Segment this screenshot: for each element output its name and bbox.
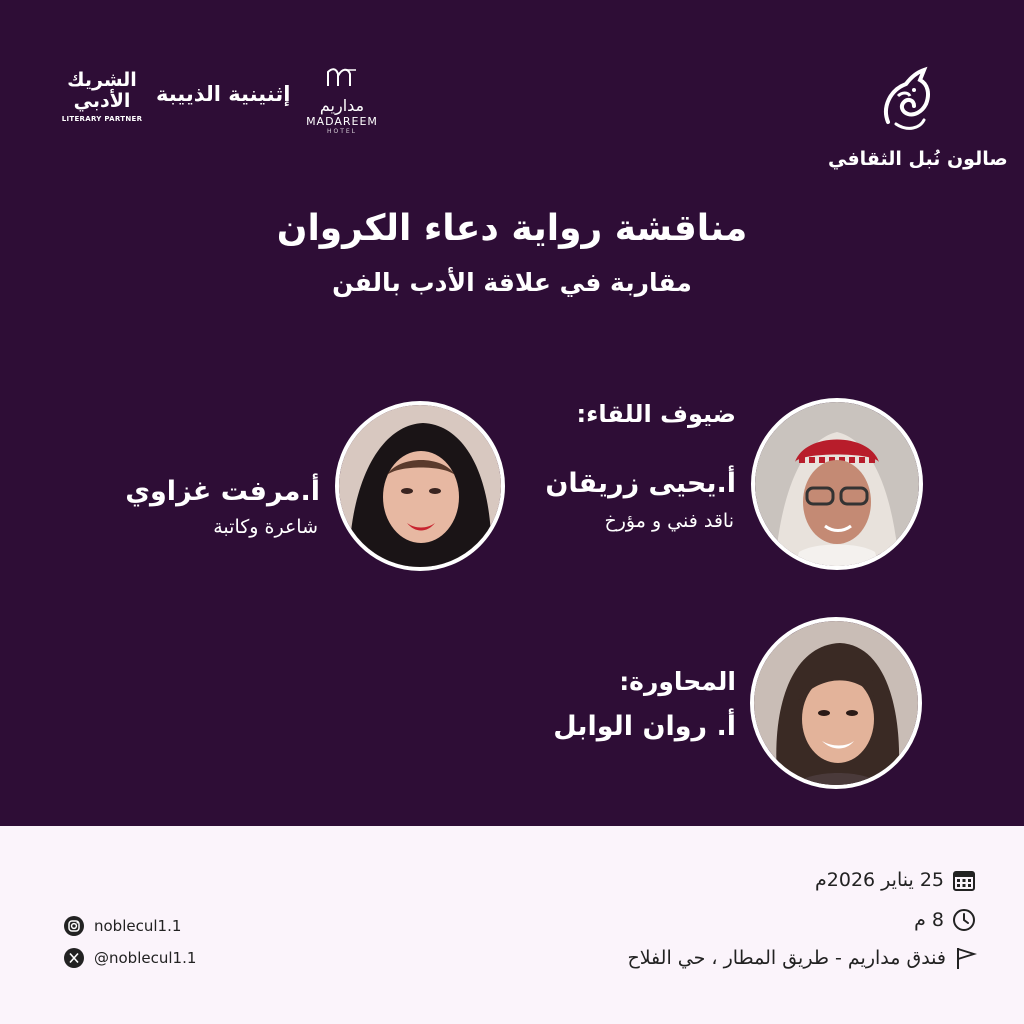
instagram-handle[interactable] [64, 916, 181, 936]
x-handle-text: @noblecul1.1 [94, 949, 197, 967]
event-date [815, 868, 976, 892]
clock-icon [952, 908, 976, 932]
event-date-text: 25 يناير 2026م [815, 869, 944, 891]
madareem-arabic: مداريم [319, 96, 365, 115]
guest-role-mervat: شاعرة وكاتبة [213, 516, 318, 538]
salon-logo [828, 62, 1008, 170]
instagram-handle-text: noblecul1.1 [94, 917, 182, 935]
ithnayniya-logo: إثنينية الذييبة [156, 82, 291, 106]
moderator-photo [750, 617, 922, 789]
madareem-english: MADAREEM [306, 115, 378, 128]
flag-icon [954, 946, 978, 970]
x-handle[interactable] [64, 948, 196, 968]
guests-label: ضيوف اللقاء: [576, 400, 736, 428]
partner-english: LITERARY PARTNER [61, 115, 143, 123]
event-place-text: فندق مداريم - طريق المطار ، حي الفلاح [627, 947, 946, 969]
event-place [627, 946, 978, 970]
event-title: مناقشة رواية دعاء الكروان [276, 208, 748, 249]
partner-line-2: الأدبي [73, 90, 131, 112]
instagram-icon [64, 916, 84, 936]
avatar [754, 621, 918, 785]
horse-logo-icon [868, 62, 938, 142]
guest-name-yahya: أ.يحيى زريقان [545, 468, 736, 499]
x-icon [64, 948, 84, 968]
madareem-mark-icon [322, 66, 362, 90]
guest-role-yahya: ناقد فني و مؤرخ [604, 510, 734, 532]
event-time-text: 8 م [914, 909, 944, 931]
guest-photo-yahya [751, 398, 923, 570]
event-time [914, 908, 976, 932]
moderator-name: أ. روان الوابل [553, 711, 736, 742]
moderator-label: المحاورة: [619, 667, 736, 696]
literary-partner-logo [58, 70, 146, 123]
guest-photo-mervat [335, 401, 505, 571]
event-subtitle: مقاربة في علاقة الأدب بالفن [332, 268, 692, 297]
guest-name-mervat: أ.مرفت غزاوي [125, 476, 320, 507]
madareem-hotel: HOTEL [326, 128, 358, 135]
partner-line-1: الشريك [67, 69, 137, 91]
salon-name: صالون نُبل الثقافي [828, 148, 1008, 170]
avatar [755, 402, 919, 566]
avatar [339, 405, 501, 567]
madareem-logo [300, 66, 384, 135]
calendar-icon [952, 868, 976, 892]
